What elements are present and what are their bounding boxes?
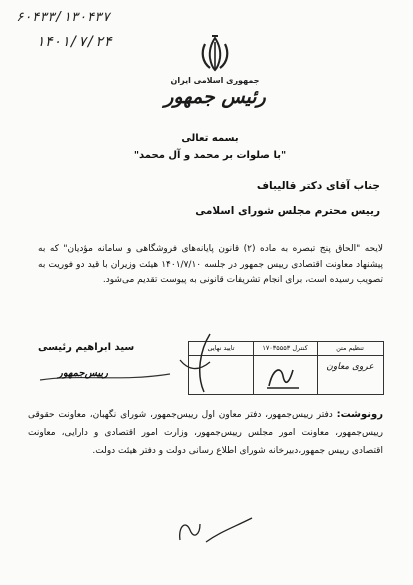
basmala-heading: بسمه تعالی	[181, 133, 239, 144]
approval-table-header-final: تایید نهایی	[207, 344, 235, 352]
salawat-line: "با صلوات بر محمد و آل محمد"	[133, 150, 287, 161]
carbon-copy-label: رونوشت:	[336, 409, 383, 420]
recipient-name: جناب آقای دکتر قالیباف	[256, 180, 380, 192]
signer-position: رییس‌جمهور	[58, 368, 108, 379]
carbon-copy-recipients: دفتر رییس‌جمهور، دفتر معاون اول رییس‌جمهور، شورای نگهبان، معاونت حقوقی رییس‌جمهور، معاونت امور مجلس رییس‌جمهور، وزارت امور اقتصادی و دارایی، معاونت اقتصادی رییس جمهور،دبیرخانه شورای اطلاع رسانی دولت و دفتر هیئت دولت.	[28, 410, 383, 456]
iran-emblem-icon	[198, 34, 232, 74]
approval-table-handwritten-note: عروی معاون	[326, 362, 374, 372]
handwritten-initial-mark	[259, 358, 309, 392]
carbon-copy-block	[28, 406, 383, 460]
approval-table-header-control: کنترل ۱۷۰۳۵۵۵۳	[262, 344, 308, 352]
signer-name: سید ابراهیم رئیسی	[38, 342, 135, 353]
approval-table-header-drafting: تنظیم متن	[336, 344, 364, 352]
letterhead-office: رئیس جمهور	[164, 86, 266, 108]
president-signature	[20, 330, 235, 400]
letter-body: لایحه "الحاق پنج تبصره به ماده (۲) قانون پایانه‌های فروشگاهی و سامانه مؤدیان" که به پیشنهاد معاونت اقتصادی رییس جمهور در جلسه ۱۴۰۱/۷/۱۰ هیئت وزیران با قید دو فوریت به تصویب رسیده است، برای انجام تشریفات قانونی به پیوست تقدیم می‌شود.	[38, 244, 383, 285]
letter-reference-number: ۶۰۴۳۳/۱۳۰۴۳۷	[16, 10, 110, 25]
staff-initials	[160, 510, 260, 550]
letter-date: ۱۴۰۱/۷/۲۴	[36, 34, 112, 50]
letterhead-republic: جمهوری اسلامی ایران	[170, 76, 260, 85]
recipient-title: رییس محترم مجلس شورای اسلامی	[195, 205, 380, 217]
